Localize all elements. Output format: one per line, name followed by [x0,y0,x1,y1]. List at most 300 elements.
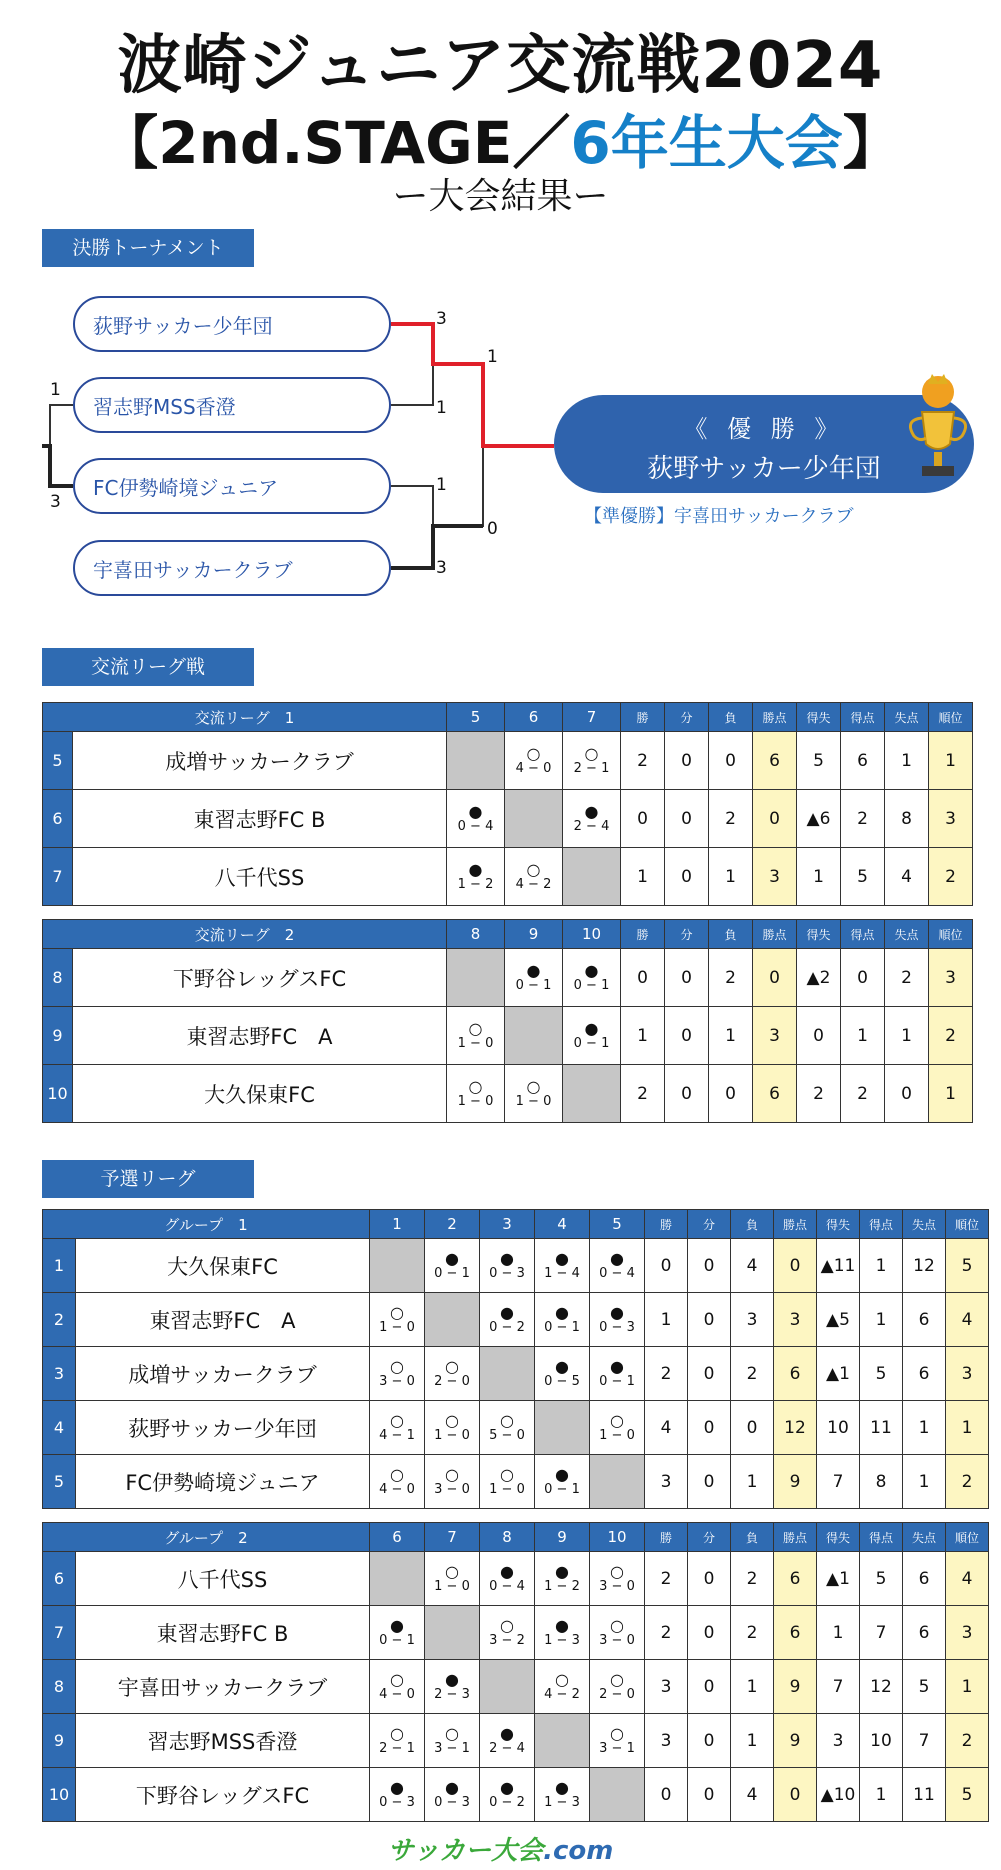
stat-7: 5 [946,1239,989,1293]
match-score: 2 − 1 [379,1740,415,1756]
section-exchange: 交流リーグ戦 [42,648,254,686]
row-number: 5 [43,732,73,790]
match-score: 4 − 2 [544,1686,580,1702]
stat-0: 2 [621,732,665,790]
stat-2: 1 [731,1660,774,1714]
stat-7: 2 [929,848,973,906]
match-score: 4 − 0 [515,760,552,776]
table-row [43,1660,989,1714]
stat-1: 0 [665,949,709,1007]
stat-0: 2 [621,1065,665,1123]
self-cell [590,1768,645,1822]
self-cell [425,1606,480,1660]
match-result [590,1293,645,1347]
table-row [43,1239,989,1293]
table-row [43,1714,989,1768]
group-2-col-header: 8 [480,1523,535,1552]
match-score: 3 − 0 [379,1373,415,1389]
team-name: 八千代SS [76,1552,370,1606]
trophy-icon [896,368,972,490]
score-side2: 3 [50,492,61,512]
stat-2: 4 [731,1239,774,1293]
exchange-league-1-stat-header: 勝 [621,703,665,732]
match-score: 0 − 5 [544,1373,580,1389]
self-cell [535,1714,590,1768]
row-number: 8 [43,949,73,1007]
match-score: 0 − 1 [544,1319,580,1335]
match-result [447,1065,505,1123]
table-row [43,1401,989,1455]
table-row [43,1768,989,1822]
match-result [590,1347,645,1401]
match-score: 1 − 3 [544,1794,580,1810]
stat-5: 1 [860,1239,903,1293]
team-name: 成増サッカークラブ [73,732,447,790]
result-heading: ー大会結果ー [392,176,609,217]
group-1-col-header: 3 [480,1210,535,1239]
match-score: 0 − 3 [489,1265,525,1281]
exchange-league-1-col-header: 7 [563,703,621,732]
row-number: 2 [43,1293,76,1347]
stat-2: 1 [709,1007,753,1065]
stat-6: 6 [903,1552,946,1606]
match-result [505,1065,563,1123]
bracket-win-path [391,324,554,446]
champion-name: 荻野サッカー少年団 [647,454,881,484]
win-mark-icon: ○ [468,1018,483,1038]
stat-7: 1 [946,1401,989,1455]
loss-mark-icon: ● [445,1669,459,1689]
stat-2: 0 [731,1401,774,1455]
match-result [535,1660,590,1714]
row-number: 4 [43,1401,76,1455]
loss-mark-icon: ● [610,1356,624,1376]
win-mark-icon: ○ [500,1615,514,1635]
win-mark-icon: ○ [390,1669,404,1689]
match-result [480,1401,535,1455]
stat-7: 5 [946,1768,989,1822]
group-2-col-header: 10 [590,1523,645,1552]
match-result [480,1552,535,1606]
self-cell [447,732,505,790]
stat-4: ▲1 [817,1552,860,1606]
win-mark-icon: ○ [445,1410,459,1430]
stat-2: 2 [731,1347,774,1401]
stat-3: 9 [774,1455,817,1509]
loss-mark-icon: ● [445,1777,459,1797]
match-score: 0 − 4 [599,1265,635,1281]
match-result [535,1293,590,1347]
loss-mark-icon: ● [584,1018,599,1038]
self-cell [447,949,505,1007]
table-row [43,949,973,1007]
section-prelim: 予選リーグ [42,1160,254,1198]
stat-0: 1 [621,848,665,906]
self-cell [563,1065,621,1123]
group-2-col-header: 9 [535,1523,590,1552]
stat-5: 0 [841,949,885,1007]
stat-0: 0 [621,949,665,1007]
bracket-team-4: 宇喜田サッカークラブ [73,540,391,596]
stat-4: 0 [797,1007,841,1065]
bracket-semi2-line [391,486,433,568]
loss-mark-icon: ● [500,1777,514,1797]
stat-5: 1 [841,1007,885,1065]
stat-1: 0 [665,1065,709,1123]
team-name: 下野谷レッグスFC [73,949,447,1007]
stat-6: 6 [903,1293,946,1347]
self-cell [370,1239,425,1293]
exchange-league-1-stat-header: 負 [709,703,753,732]
group-1-stat-header: 順位 [946,1210,989,1239]
exchange-league-2-stat-header: 分 [665,920,709,949]
match-result [370,1401,425,1455]
stat-7: 3 [946,1347,989,1401]
row-number: 1 [43,1239,76,1293]
match-result [480,1239,535,1293]
table-row [43,1065,973,1123]
match-result [590,1606,645,1660]
stat-6: 1 [885,1007,929,1065]
group-1-col-header: 5 [590,1210,645,1239]
match-score: 0 − 4 [457,818,494,834]
main-title: 波崎ジュニア交流戦2024 [117,29,884,103]
match-score: 0 − 2 [489,1319,525,1335]
table-row [43,790,973,848]
stat-6: 8 [885,790,929,848]
loss-mark-icon: ● [555,1615,569,1635]
win-mark-icon: ○ [445,1561,459,1581]
stat-1: 0 [665,1007,709,1065]
match-result [447,848,505,906]
stat-5: 6 [841,732,885,790]
stat-4: ▲5 [817,1293,860,1347]
score-team3: 1 [436,475,447,495]
exchange-league-2-stat-header: 勝 [621,920,665,949]
match-score: 5 − 0 [489,1427,525,1443]
stat-1: 0 [665,732,709,790]
exchange-league-1-stat-header: 分 [665,703,709,732]
row-number: 7 [43,1606,76,1660]
loss-mark-icon: ● [500,1248,514,1268]
stat-1: 0 [688,1768,731,1822]
group-2-stat-header: 勝点 [774,1523,817,1552]
stat-5: 2 [841,790,885,848]
exchange-league-1-stat-header: 失点 [885,703,929,732]
stat-2: 3 [731,1293,774,1347]
group-1-stat-header: 分 [688,1210,731,1239]
row-number: 10 [43,1768,76,1822]
match-result [590,1552,645,1606]
group-1-col-header: 1 [370,1210,425,1239]
self-cell [370,1552,425,1606]
win-mark-icon: ○ [445,1356,459,1376]
score-final2: 0 [487,519,498,539]
stat-0: 1 [645,1293,688,1347]
match-result [535,1347,590,1401]
exchange-league-1-col-header: 5 [447,703,505,732]
match-result [425,1401,480,1455]
match-score: 3 − 0 [599,1632,635,1648]
win-mark-icon: ○ [390,1356,404,1376]
row-number: 8 [43,1660,76,1714]
loss-mark-icon: ● [555,1302,569,1322]
group-1-col-header: 2 [425,1210,480,1239]
exchange-league-1-table [42,702,973,906]
stat-5: 1 [860,1768,903,1822]
team-name: 大久保東FC [73,1065,447,1123]
exchange-league-2-col-header: 10 [563,920,621,949]
table-row [43,848,973,906]
match-score: 1 − 0 [434,1578,470,1594]
loss-mark-icon: ● [468,859,483,879]
stat-0: 2 [645,1347,688,1401]
match-score: 4 − 0 [379,1686,415,1702]
self-cell [480,1660,535,1714]
table-row [43,1007,973,1065]
match-score: 0 − 3 [379,1794,415,1810]
stat-4: ▲2 [797,949,841,1007]
self-cell [505,1007,563,1065]
table-row [43,1552,989,1606]
match-result [480,1714,535,1768]
bracket-semi1-line [391,324,433,405]
win-mark-icon: ○ [610,1615,624,1635]
self-cell [480,1347,535,1401]
stat-0: 4 [645,1401,688,1455]
win-mark-icon: ○ [390,1464,404,1484]
stat-4: ▲1 [817,1347,860,1401]
score-final1: 1 [487,347,498,367]
win-mark-icon: ○ [526,1076,541,1096]
row-number: 6 [43,1552,76,1606]
subtitle-open: 【2nd.STAGE／ [100,109,571,177]
exchange-league-2-stat-header: 負 [709,920,753,949]
stat-7: 3 [929,790,973,848]
stat-2: 0 [709,732,753,790]
self-cell [505,790,563,848]
self-cell [535,1401,590,1455]
stat-7: 2 [946,1714,989,1768]
stat-0: 3 [645,1455,688,1509]
group-1-stat-header: 失点 [903,1210,946,1239]
match-score: 0 − 1 [379,1632,415,1648]
match-score: 2 − 4 [489,1740,525,1756]
loss-mark-icon: ● [555,1561,569,1581]
match-score: 3 − 1 [434,1740,470,1756]
stat-6: 1 [903,1401,946,1455]
match-result [590,1239,645,1293]
match-score: 4 − 1 [379,1427,415,1443]
match-result [590,1714,645,1768]
self-cell [563,848,621,906]
match-result [480,1293,535,1347]
match-result [447,1007,505,1065]
team-name: 大久保東FC [76,1239,370,1293]
exchange-league-2-stat-header: 得点 [841,920,885,949]
win-mark-icon: ○ [584,743,599,763]
match-score: 1 − 2 [457,876,494,892]
win-mark-icon: ○ [610,1410,624,1430]
match-result [425,1714,480,1768]
group-1-stat-header: 負 [731,1210,774,1239]
win-mark-icon: ○ [610,1723,624,1743]
group-1-stat-header: 勝 [645,1210,688,1239]
stat-6: 12 [903,1239,946,1293]
team-name: 東習志野FC A [76,1293,370,1347]
loss-mark-icon: ● [555,1464,569,1484]
match-score: 2 − 3 [434,1686,470,1702]
match-score: 3 − 1 [599,1740,635,1756]
match-score: 0 − 1 [599,1373,635,1389]
stat-5: 5 [841,848,885,906]
exchange-league-1-stat-header: 勝点 [753,703,797,732]
exchange-league-2-stat-header: 勝点 [753,920,797,949]
stat-4: 7 [817,1660,860,1714]
win-mark-icon: ○ [390,1302,404,1322]
match-score: 2 − 4 [573,818,610,834]
champion-label: 《 優 勝 》 [683,415,845,443]
match-result [563,1007,621,1065]
stat-3: 12 [774,1401,817,1455]
exchange-league-1-col-header: 6 [505,703,563,732]
row-number: 9 [43,1007,73,1065]
stat-7: 2 [946,1455,989,1509]
stat-0: 0 [621,790,665,848]
stat-7: 3 [946,1606,989,1660]
group-1-col-header: 4 [535,1210,590,1239]
match-result [480,1455,535,1509]
match-result [535,1606,590,1660]
logo-com: .com [543,1836,614,1866]
stat-1: 0 [688,1293,731,1347]
exchange-league-2-stat-header: 得失 [797,920,841,949]
stat-6: 4 [885,848,929,906]
match-result [370,1768,425,1822]
match-result [535,1239,590,1293]
match-result [505,949,563,1007]
score-side1: 1 [50,380,61,400]
row-number: 5 [43,1455,76,1509]
stat-5: 8 [860,1455,903,1509]
stat-2: 1 [709,848,753,906]
stat-5: 7 [860,1606,903,1660]
bracket-left-link [50,405,73,486]
stat-3: 6 [774,1552,817,1606]
match-result [447,790,505,848]
loss-mark-icon: ● [390,1615,404,1635]
table-row [43,1606,989,1660]
subtitle-highlight: 6年生大会 [570,109,843,177]
row-number: 3 [43,1347,76,1401]
table-row [43,1347,989,1401]
team-name: 東習志野FC B [76,1606,370,1660]
exchange-league-1-name: 交流リーグ 1 [43,703,447,732]
win-mark-icon: ○ [526,859,541,879]
stat-5: 5 [860,1552,903,1606]
row-number: 9 [43,1714,76,1768]
stat-1: 0 [688,1714,731,1768]
group-1-stat-header: 得点 [860,1210,903,1239]
stat-6: 7 [903,1714,946,1768]
stat-4: ▲10 [817,1768,860,1822]
match-result [370,1606,425,1660]
self-cell [425,1293,480,1347]
site-logo [0,1830,1001,1867]
stat-3: 0 [774,1239,817,1293]
match-result [563,949,621,1007]
match-score: 4 − 2 [515,876,552,892]
match-result [535,1768,590,1822]
match-score: 0 − 1 [573,977,610,993]
group-2-table [42,1522,989,1822]
stat-7: 4 [946,1293,989,1347]
match-result [425,1347,480,1401]
stat-4: 2 [797,1065,841,1123]
loss-mark-icon: ● [468,801,483,821]
stat-2: 2 [731,1552,774,1606]
stat-2: 1 [731,1714,774,1768]
match-result [590,1401,645,1455]
match-result [505,848,563,906]
win-mark-icon: ○ [610,1561,624,1581]
match-score: 3 − 2 [489,1632,525,1648]
stat-1: 0 [688,1347,731,1401]
exchange-league-2-stat-header: 失点 [885,920,929,949]
match-score: 0 − 1 [515,977,552,993]
win-mark-icon: ○ [500,1410,514,1430]
stat-4: 5 [797,732,841,790]
match-score: 1 − 0 [379,1319,415,1335]
stat-1: 0 [688,1660,731,1714]
group-2-stat-header: 順位 [946,1523,989,1552]
stat-0: 2 [645,1552,688,1606]
runner-up: 【準優勝】宇喜田サッカークラブ [584,506,854,527]
match-result [590,1660,645,1714]
team-name: FC伊勢崎境ジュニア [76,1455,370,1509]
win-mark-icon: ○ [610,1669,624,1689]
exchange-league-1-stat-header: 得点 [841,703,885,732]
group-2-col-header: 6 [370,1523,425,1552]
stat-0: 3 [645,1660,688,1714]
stat-6: 1 [885,732,929,790]
loss-mark-icon: ● [584,960,599,980]
stat-7: 1 [946,1660,989,1714]
stat-5: 2 [841,1065,885,1123]
stat-0: 0 [645,1239,688,1293]
section-final: 決勝トーナメント [42,229,254,267]
team-name: 下野谷レッグスFC [76,1768,370,1822]
stat-4: 3 [817,1714,860,1768]
stat-0: 0 [645,1768,688,1822]
stat-2: 1 [731,1455,774,1509]
match-score: 1 − 3 [544,1632,580,1648]
match-score: 0 − 1 [544,1481,580,1497]
group-2-col-header: 7 [425,1523,480,1552]
team-name: 荻野サッカー少年団 [76,1401,370,1455]
stat-3: 3 [753,1007,797,1065]
stat-5: 12 [860,1660,903,1714]
group-1-stat-header: 得失 [817,1210,860,1239]
match-result [563,732,621,790]
exchange-league-2-table [42,919,973,1123]
match-score: 1 − 0 [489,1481,525,1497]
stat-3: 0 [753,949,797,1007]
match-result [480,1606,535,1660]
table-row [43,732,973,790]
match-score: 1 − 4 [544,1265,580,1281]
stat-7: 1 [929,1065,973,1123]
